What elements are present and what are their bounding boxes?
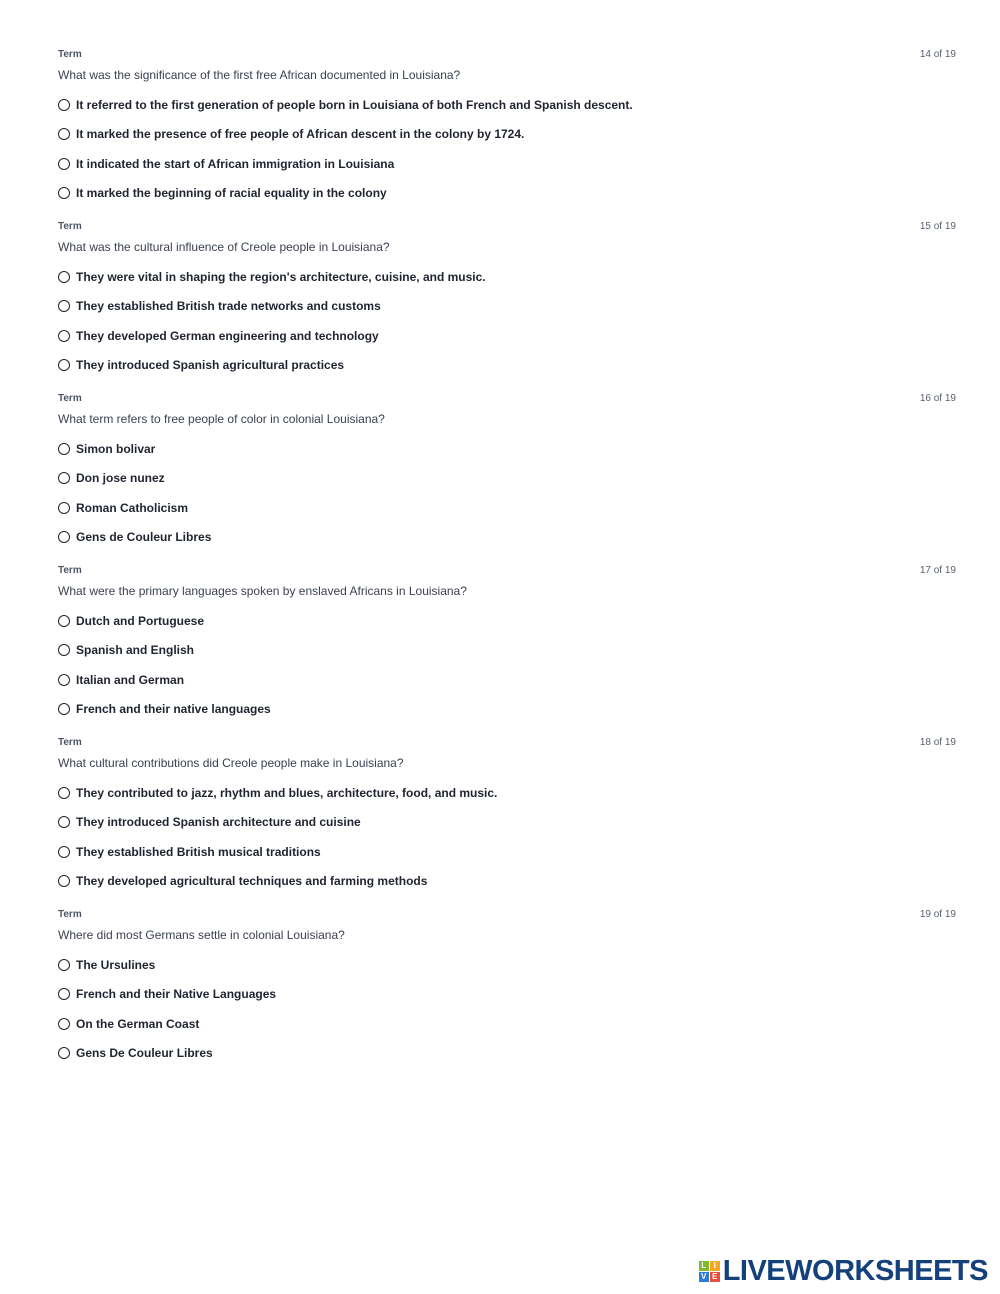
answer-option-label: They established British musical traditions: [76, 844, 321, 859]
logo-cell-e: E: [710, 1272, 720, 1282]
answer-option-label: Italian and German: [76, 672, 185, 687]
question-prompt: What were the primary languages spoken by enslaved Africans in Louisiana?: [58, 584, 467, 598]
radio-button-icon[interactable]: [58, 99, 70, 111]
answer-option-label: Simon bolivar: [76, 441, 156, 456]
answer-option-label: French and their Native Languages: [76, 987, 277, 1002]
question-counter: 16 of 19: [919, 392, 956, 404]
question-block: [58, 46, 956, 218]
question-prompt: What was the cultural influence of Creole people in Louisiana?: [58, 240, 390, 254]
radio-button-icon[interactable]: [58, 988, 70, 1000]
radio-button-icon[interactable]: [58, 443, 70, 455]
radio-button-icon[interactable]: [58, 158, 70, 170]
question-header: [58, 906, 956, 922]
logo-cell-v: V: [699, 1272, 709, 1282]
radio-button-icon[interactable]: [58, 615, 70, 627]
answer-option[interactable]: [58, 636, 956, 666]
radio-button-icon[interactable]: [58, 644, 70, 656]
answer-option[interactable]: [58, 292, 956, 322]
answer-option-label: They introduced Spanish architecture and cuisine: [76, 815, 361, 830]
answer-option[interactable]: [58, 1039, 956, 1069]
answer-option[interactable]: [58, 980, 956, 1010]
answer-option[interactable]: [58, 464, 956, 494]
answer-option-label: Dutch and Portuguese: [76, 613, 205, 628]
radio-button-icon[interactable]: [58, 959, 70, 971]
answer-option[interactable]: [58, 867, 956, 897]
answer-option-label: It marked the beginning of racial equality in the colony: [76, 186, 387, 201]
answer-option-label: On the German Coast: [76, 1016, 200, 1031]
answer-option[interactable]: [58, 523, 956, 553]
question-prompt: What term refers to free people of color in colonial Louisiana?: [58, 412, 385, 426]
logo-icon: [699, 1261, 720, 1282]
term-label: Term: [58, 220, 82, 232]
answer-option[interactable]: [58, 149, 956, 179]
answer-options: [58, 606, 956, 724]
quiz-container: [58, 46, 956, 1078]
radio-button-icon[interactable]: [58, 531, 70, 543]
answer-option-label: They developed German engineering and technology: [76, 328, 379, 343]
radio-button-icon[interactable]: [58, 187, 70, 199]
question-counter: 17 of 19: [919, 564, 956, 576]
answer-option-label: Roman Catholicism: [76, 500, 189, 515]
answer-option-label: It marked the presence of free people of African descent in the colony by 1724.: [76, 127, 525, 142]
answer-options: [58, 262, 956, 380]
answer-option[interactable]: [58, 90, 956, 120]
answer-option[interactable]: [58, 351, 956, 381]
logo-cell-i: I: [710, 1261, 720, 1271]
question-block: [58, 906, 956, 1078]
answer-option-label: Don jose nunez: [76, 471, 165, 486]
term-label: Term: [58, 736, 82, 748]
question-header: [58, 218, 956, 234]
term-label: Term: [58, 392, 82, 404]
answer-option[interactable]: [58, 808, 956, 838]
answer-option[interactable]: [58, 950, 956, 980]
radio-button-icon[interactable]: [58, 787, 70, 799]
answer-option-label: They established British trade networks and customs: [76, 299, 381, 314]
answer-option[interactable]: [58, 606, 956, 636]
question-prompt: What was the significance of the first free African documented in Louisiana?: [58, 68, 461, 82]
answer-option-label: French and their native languages: [76, 702, 271, 717]
question-prompt: Where did most Germans settle in colonial Louisiana?: [58, 928, 345, 942]
question-header: [58, 734, 956, 750]
radio-button-icon[interactable]: [58, 816, 70, 828]
question-prompt: What cultural contributions did Creole people make in Louisiana?: [58, 756, 404, 770]
answer-options: [58, 90, 956, 208]
answer-option[interactable]: [58, 493, 956, 523]
term-label: Term: [58, 564, 82, 576]
answer-options: [58, 434, 956, 552]
radio-button-icon[interactable]: [58, 359, 70, 371]
radio-button-icon[interactable]: [58, 875, 70, 887]
answer-option-label: They developed agricultural techniques and farming methods: [76, 874, 428, 889]
question-header: [58, 562, 956, 578]
answer-option[interactable]: [58, 837, 956, 867]
answer-option-label: Gens De Couleur Libres: [76, 1046, 213, 1061]
radio-button-icon[interactable]: [58, 128, 70, 140]
answer-options: [58, 778, 956, 896]
answer-option-label: Spanish and English: [76, 643, 195, 658]
question-block: [58, 218, 956, 390]
answer-option-label: They introduced Spanish agricultural practices: [76, 358, 345, 373]
answer-option-label: They contributed to jazz, rhythm and blues, architecture, food, and music.: [76, 785, 498, 800]
radio-button-icon[interactable]: [58, 330, 70, 342]
answer-option[interactable]: [58, 120, 956, 150]
question-block: [58, 562, 956, 734]
answer-option[interactable]: [58, 179, 956, 209]
question-header: [58, 46, 956, 62]
radio-button-icon[interactable]: [58, 502, 70, 514]
answer-option[interactable]: [58, 321, 956, 351]
answer-option[interactable]: [58, 665, 956, 695]
answer-option[interactable]: [58, 262, 956, 292]
answer-option-label: The Ursulines: [76, 957, 156, 972]
answer-option[interactable]: [58, 434, 956, 464]
logo-cell-l: L: [699, 1261, 709, 1271]
question-counter: 15 of 19: [919, 220, 956, 232]
radio-button-icon[interactable]: [58, 1018, 70, 1030]
radio-button-icon[interactable]: [58, 271, 70, 283]
radio-button-icon[interactable]: [58, 1047, 70, 1059]
answer-option-label: They were vital in shaping the region's architecture, cuisine, and music.: [76, 269, 486, 284]
answer-option-label: It referred to the first generation of people born in Louisiana of both French and Spanish descent.: [76, 97, 633, 112]
question-counter: 14 of 19: [919, 48, 956, 60]
radio-button-icon[interactable]: [58, 703, 70, 715]
question-block: [58, 734, 956, 906]
answer-option-label: It indicated the start of African immigration in Louisiana: [76, 156, 395, 171]
answer-option[interactable]: [58, 1009, 956, 1039]
liveworksheets-logo: [699, 1255, 988, 1288]
radio-button-icon[interactable]: [58, 472, 70, 484]
question-block: [58, 390, 956, 562]
question-counter: 19 of 19: [919, 908, 956, 920]
question-header: [58, 390, 956, 406]
answer-option-label: Gens de Couleur Libres: [76, 530, 212, 545]
answer-option[interactable]: [58, 778, 956, 808]
brand-name: LIVEWORKSHEETS: [722, 1255, 988, 1287]
term-label: Term: [58, 48, 82, 60]
answer-option[interactable]: [58, 695, 956, 725]
answer-options: [58, 950, 956, 1068]
term-label: Term: [58, 908, 82, 920]
question-counter: 18 of 19: [919, 736, 956, 748]
radio-button-icon[interactable]: [58, 300, 70, 312]
radio-button-icon[interactable]: [58, 674, 70, 686]
radio-button-icon[interactable]: [58, 846, 70, 858]
